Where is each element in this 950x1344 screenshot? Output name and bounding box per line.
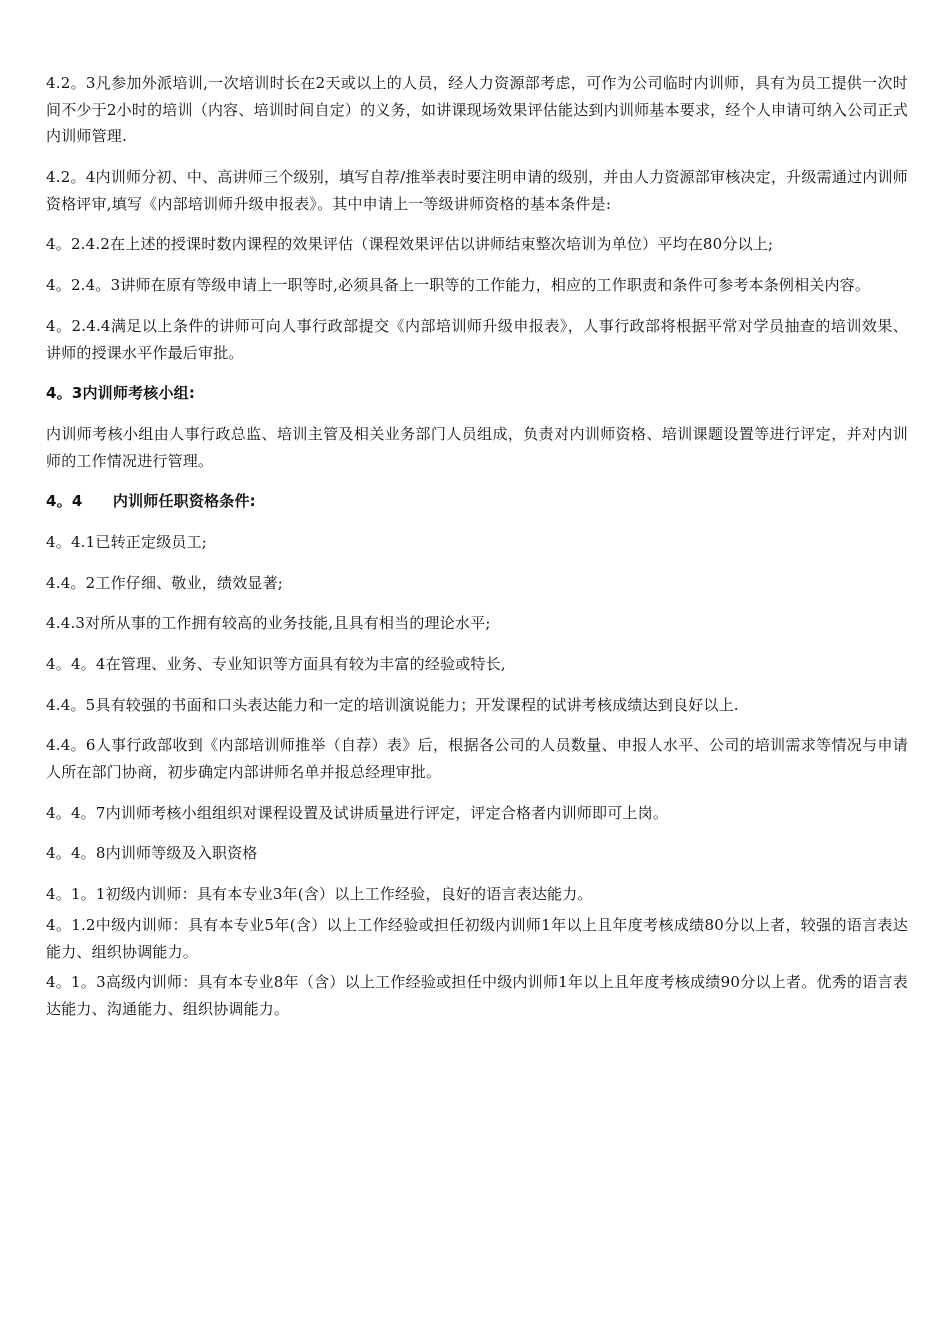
paragraph-junior-trainer: 4。1。1初级内训师：具有本专业3年(含）以上工作经验，良好的语言表达能力。 xyxy=(46,885,593,904)
paragraph-4-2-4-2: 4。2.4.2在上述的授课时数内课程的效果评估（课程效果评估以讲师结束整次培训为单位）平均在80分以上; xyxy=(46,235,774,254)
paragraph-4-4-6: 4.4。6人事行政部收到《内部培训师推举（自荐）表》后，根据各公司的人员数量、申报人水平、公司的培训需求等情况与申请人所在部门协商，初步确定内部讲师名单并报总经理审批。 xyxy=(46,736,908,782)
paragraph-intermediate-trainer: 4。1.2中级内训师：具有本专业5年(含）以上工作经验或担任初级内训师1年以上且年度考核成绩80分以上者，较强的语言表达能力、组织协调能力。 xyxy=(46,915,908,961)
paragraph-4-2-3: 4.2。3凡参加外派培训,一次培训时长在2天或以上的人员，经人力资源部考虑，可作为公司临时内训师，具有为员工提供一次时间不少于2小时的培训（内容、培训时间自定）的义务，如讲课现场效果评估能达到内训师基本要求，经个人申请可纳入公司正式内训师管理. xyxy=(46,74,908,146)
paragraph-4-2-4-3: 4。2.4。3讲师在原有等级申请上一职等时,必须具备上一职等的工作能力，相应的工作职责和条件可参考本条例相关内容。 xyxy=(46,276,871,295)
section-heading-4-4: 4。4 内训师任职资格条件: xyxy=(46,492,256,511)
paragraph-4-4-1: 4。4.1已转正定级员工; xyxy=(46,532,208,551)
paragraph-assessment-group: 内训师考核小组由人事行政总监、培训主管及相关业务部门人员组成，负责对内训师资格、培训课题设置等进行评定，并对内训师的工作情况进行管理。 xyxy=(46,424,908,470)
paragraph-4-2-4-4: 4。2.4.4满足以上条件的讲师可向人事行政部提交《内部培训师升级申报表》，人事行政部将根据平常对学员抽查的培训效果、讲师的授课水平作最后审批。 xyxy=(46,316,908,362)
paragraph-4-4-3: 4.4.3对所从事的工作拥有较高的业务技能,且具有相当的理论水平; xyxy=(46,614,491,633)
paragraph-4-4-5: 4.4。5具有较强的书面和口头表达能力和一定的培训演说能力；开发课程的试讲考核成绩达到良好以上. xyxy=(46,695,739,714)
paragraph-4-4-4: 4。4。4在管理、业务、专业知识等方面具有较为丰富的经验或特长, xyxy=(46,655,506,673)
paragraph-4-2-4: 4.2。4内训师分初、中、高讲师三个级别，填写自荐/推举表时要注明申请的级别，并由人力资源部审核决定，升级需通过内训师资格评审,填写《内部培训师升级申报表》。其中申请上一等级讲师资格的基本条件是: xyxy=(46,168,908,213)
document-page xyxy=(46,70,908,1027)
paragraph-4-4-8: 4。4。8内训师等级及入职资格 xyxy=(46,844,258,863)
section-heading-4-3: 4。3内训师考核小组: xyxy=(46,384,196,403)
paragraph-4-4-2: 4.4。2工作仔细、敬业，绩效显著; xyxy=(46,573,284,592)
paragraph-senior-trainer: 4。1。3高级内训师：具有本专业8年（含）以上工作经验或担任中级内训师1年以上且年度考核成绩90分以上者。优秀的语言表达能力、沟通能力、组织协调能力。 xyxy=(46,973,908,1018)
paragraph-4-4-7: 4。4。7内训师考核小组组织对课程设置及试讲质量进行评定，评定合格者内训师即可上岗。 xyxy=(46,803,669,822)
